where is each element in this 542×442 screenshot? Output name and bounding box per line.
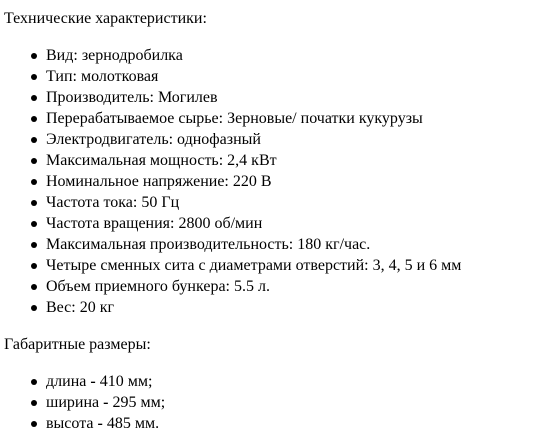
- dims-item-length: [46, 371, 542, 392]
- spec-item: Тип: молотковая: [46, 66, 542, 87]
- spec-item: Вес: 20 кг: [46, 297, 542, 318]
- spec-item: Объем приемного бункера: 5.5 л.: [46, 276, 542, 297]
- spec-item: Максимальная производительность: 180 кг/час.: [46, 234, 542, 255]
- spec-list: [4, 45, 542, 318]
- dims-separator: -: [99, 394, 113, 411]
- spec-item: Четыре сменных сита с диаметрами отверстий: 3, 4, 5 и 6 мм: [46, 255, 542, 276]
- spec-item: Максимальная мощность: 2,4 кВт: [46, 150, 542, 171]
- spec-heading: Технические характеристики:: [4, 10, 207, 27]
- spec-item: Перерабатываемое сырье: Зерновые/ початки кукурузы: [46, 108, 542, 129]
- dims-item-height: [46, 413, 542, 434]
- spec-item: Частота тока: 50 Гц: [46, 192, 542, 213]
- spec-item: Номинальное напряжение: 220 В: [46, 171, 542, 192]
- spec-item: Частота вращения: 2800 об/мин: [46, 213, 542, 234]
- document: [4, 8, 542, 434]
- spec-item: Электродвигатель: однофазный: [46, 129, 542, 150]
- dims-value: 295 мм;: [112, 394, 166, 411]
- dims-label: высота: [46, 415, 94, 432]
- dims-item-width: [46, 392, 542, 413]
- dims-separator: -: [93, 415, 107, 432]
- dims-label: ширина: [46, 394, 100, 411]
- dims-list: [4, 371, 542, 434]
- spec-item: Производитель: Могилев: [46, 87, 542, 108]
- section-gap: [4, 318, 542, 334]
- dims-heading: Габаритные размеры:: [4, 336, 151, 353]
- dims-value: 410 мм;: [99, 373, 153, 390]
- spec-item: Вид: зернодробилка: [46, 45, 542, 66]
- dims-value: 485 мм.: [106, 415, 160, 432]
- dims-label: длина: [46, 373, 87, 390]
- dims-separator: -: [86, 373, 100, 390]
